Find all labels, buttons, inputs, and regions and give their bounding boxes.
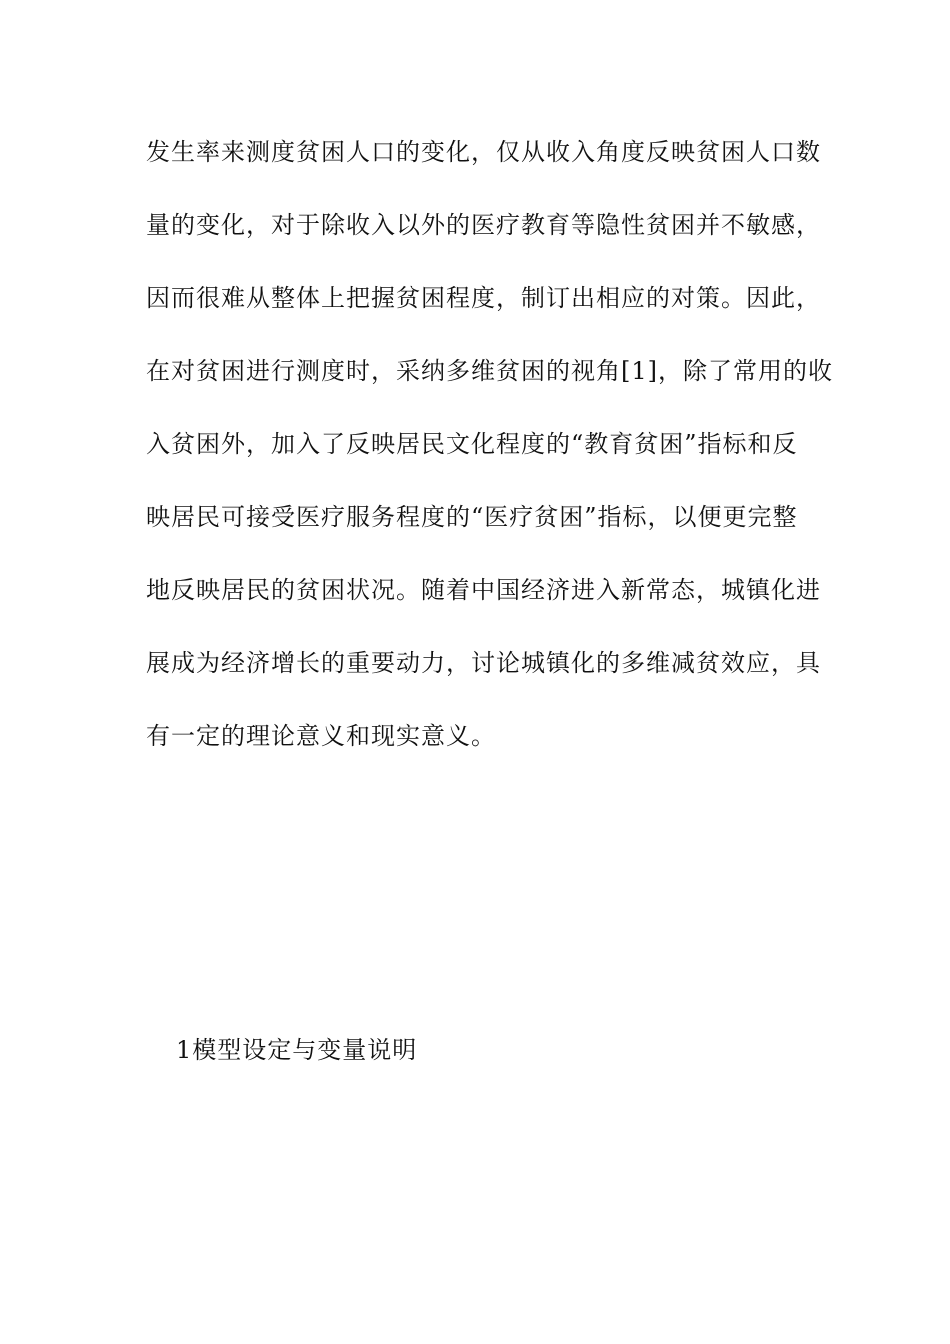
paragraph-line: 有一定的理论意义和现实意义。 — [146, 722, 496, 750]
paragraph-line: 映居民可接受医疗服务程度的“医疗贫困”指标，以便更完整 — [146, 503, 798, 531]
body-paragraph — [146, 130, 833, 787]
paragraph-line: 发生率来测度贫困人口的变化，仅从收入角度反映贫困人口数 — [146, 138, 821, 166]
paragraph-line: 入贫困外，加入了反映居民文化程度的“教育贫困”指标和反 — [146, 430, 798, 458]
paragraph-line: 展成为经济增长的重要动力，讨论城镇化的多维减贫效应，具 — [146, 649, 821, 677]
paragraph-line: 量的变化，对于除收入以外的医疗教育等隐性贫困并不敏感， — [146, 211, 821, 239]
paragraph-line: 在对贫困进行测度时，采纳多维贫困的视角[1]，除了常用的收 — [146, 357, 833, 385]
section-heading: 1模型设定与变量说明 — [176, 1036, 418, 1064]
paragraph-line: 因而很难从整体上把握贫困程度，制订出相应的对策。因此， — [146, 284, 821, 312]
paragraph-line: 地反映居民的贫困状况。随着中国经济进入新常态，城镇化进 — [146, 576, 821, 604]
